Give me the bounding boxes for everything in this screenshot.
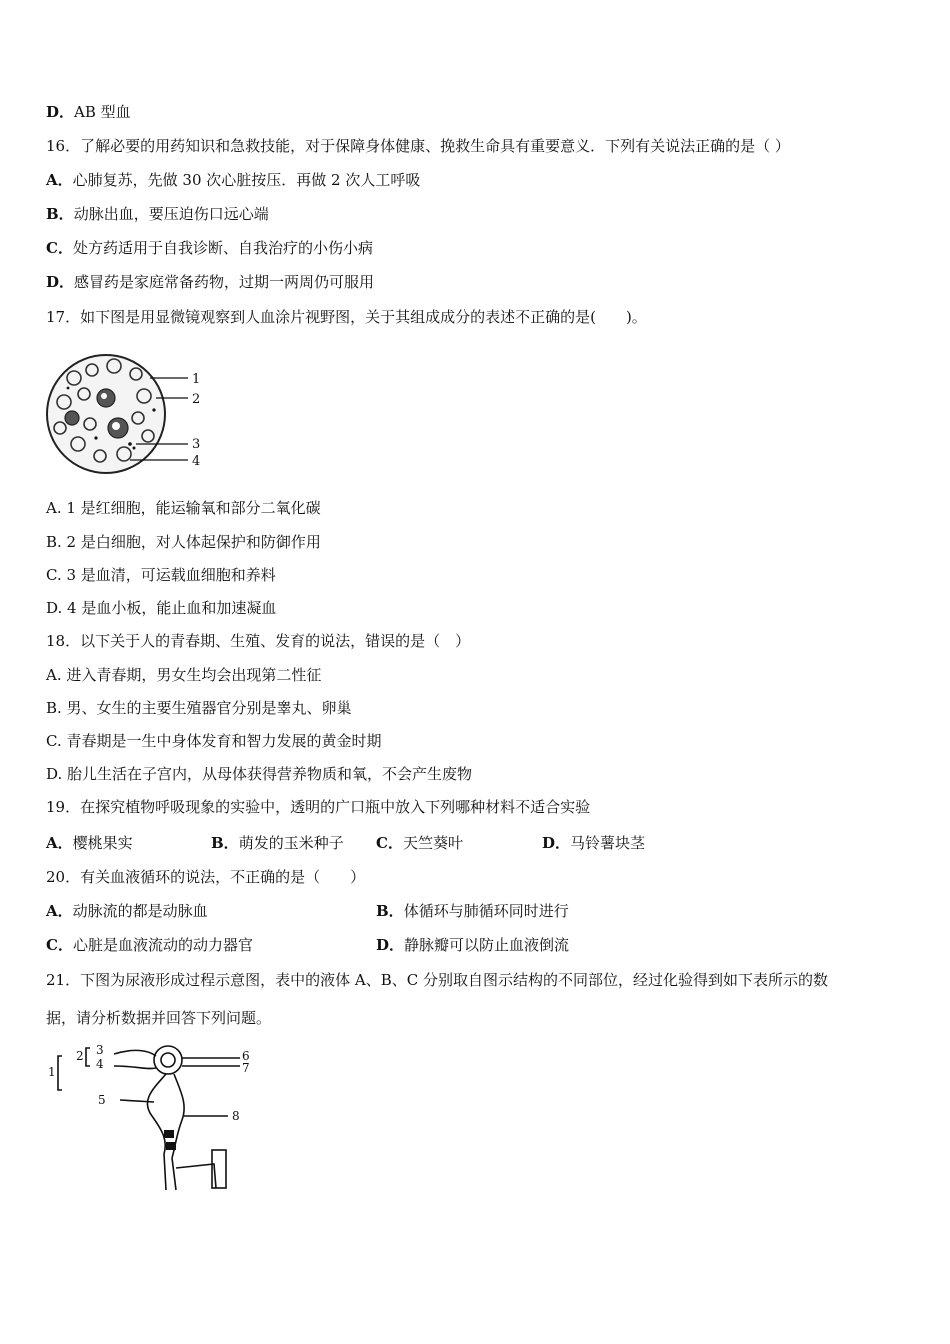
option-label: B． bbox=[46, 205, 74, 223]
option-text: 静脉瓣可以防止血液倒流 bbox=[404, 936, 570, 954]
q20-option-d bbox=[376, 935, 569, 955]
q20-option-a bbox=[46, 901, 208, 921]
q17-option-a: A. 1 是红细胞，能运输氧和部分二氧化碳 bbox=[46, 499, 321, 517]
q21-stem-line1: 21．下图为尿液形成过程示意图，表中的液体 A、B、C 分别取自图示结构的不同部位，经过化验得到如下表所示的数 bbox=[46, 971, 828, 989]
q18-option-a: A. 进入青春期，男女生均会出现第二性征 bbox=[46, 666, 322, 684]
figure-label-1: 1 bbox=[192, 372, 201, 387]
figure-label-5: 5 bbox=[98, 1093, 106, 1107]
option-text: 天竺葵叶 bbox=[402, 834, 463, 852]
option-text: AB 型血 bbox=[74, 103, 131, 121]
q19-option-c bbox=[376, 833, 463, 853]
figure-label-2: 2 bbox=[192, 392, 201, 407]
option-text: 动脉出血，要压迫伤口远心端 bbox=[73, 205, 269, 223]
figure-label-8: 8 bbox=[232, 1109, 240, 1123]
q19-option-a bbox=[46, 833, 133, 853]
option-text: 心脏是血液流动的动力器官 bbox=[72, 936, 253, 954]
option-label: C． bbox=[46, 936, 73, 954]
option-text: 感冒药是家庭常备药物，过期一两周仍可服用 bbox=[74, 273, 375, 291]
figure-label-6: 6 bbox=[242, 1049, 250, 1063]
option-text: 马铃薯块茎 bbox=[570, 834, 646, 852]
q18-option-d: D. 胎儿生活在子宫内，从母体获得营养物质和氧，不会产生废物 bbox=[46, 765, 473, 783]
option-label: D． bbox=[376, 936, 405, 954]
q20-option-b bbox=[376, 901, 569, 921]
option-label: C． bbox=[46, 239, 73, 257]
figure-label-4: 4 bbox=[96, 1057, 104, 1071]
option-text: 樱桃果实 bbox=[72, 834, 133, 852]
nephron-figure bbox=[44, 1040, 254, 1198]
q17-option-b: B. 2 是白细胞，对人体起保护和防御作用 bbox=[46, 533, 321, 551]
option-label: C． bbox=[376, 834, 403, 852]
option-label: D． bbox=[46, 103, 75, 121]
option-text: 体循环与肺循环同时进行 bbox=[403, 902, 569, 920]
option-label: D． bbox=[542, 834, 571, 852]
option-label: A． bbox=[46, 902, 73, 920]
figure-label-3: 3 bbox=[96, 1043, 104, 1057]
q18-option-c: C. 青春期是一生中身体发育和智力发展的黄金时期 bbox=[46, 732, 382, 750]
option-label: A． bbox=[46, 834, 73, 852]
figure-label-1: 1 bbox=[48, 1065, 56, 1079]
q19-option-b bbox=[211, 833, 344, 853]
option-label: B． bbox=[376, 902, 404, 920]
figure-label-3: 3 bbox=[192, 437, 201, 452]
figure-label-2: 2 bbox=[76, 1049, 84, 1063]
q17-stem: 17．如下图是用显微镜观察到人血涂片视野图，关于其组成成分的表述不正确的是( )。 bbox=[46, 308, 647, 326]
q20-stem: 20．有关血液循环的说法，不正确的是（ ） bbox=[46, 868, 366, 886]
figure-label-7: 7 bbox=[242, 1061, 250, 1075]
q17-option-d: D. 4 是血小板，能止血和加速凝血 bbox=[46, 599, 277, 617]
option-text: 心肺复苏，先做 30 次心脏按压．再做 2 次人工呼吸 bbox=[72, 171, 421, 189]
q15-option-d bbox=[46, 102, 131, 122]
q19-option-d bbox=[542, 833, 645, 853]
option-text: 动脉流的都是动脉血 bbox=[72, 902, 208, 920]
option-text: 处方药适用于自我诊断、自我治疗的小伤小病 bbox=[72, 239, 373, 257]
option-label: B． bbox=[211, 834, 239, 852]
q18-stem: 18．以下关于人的青春期、生殖、发育的说法，错误的是（ ） bbox=[46, 632, 471, 650]
q17-option-c: C. 3 是血清，可运载血细胞和养料 bbox=[46, 566, 276, 584]
option-text: 萌发的玉米种子 bbox=[238, 834, 344, 852]
blood-smear-figure bbox=[44, 348, 244, 480]
q16-option-d bbox=[46, 272, 374, 292]
q18-option-b: B. 男、女生的主要生殖器官分别是睾丸、卵巢 bbox=[46, 699, 352, 717]
q16-option-b bbox=[46, 204, 269, 224]
q20-option-c bbox=[46, 935, 253, 955]
figure-label-4: 4 bbox=[192, 454, 201, 469]
q16-option-c bbox=[46, 238, 373, 258]
q21-stem-line2: 据，请分析数据并回答下列问题。 bbox=[46, 1009, 272, 1027]
option-label: D． bbox=[46, 273, 75, 291]
q16-stem: 16．了解必要的用药知识和急救技能，对于保障身体健康、挽救生命具有重要意义．下列有关说法正确的是（ ） bbox=[46, 137, 790, 155]
q16-option-a bbox=[46, 170, 420, 190]
option-label: A． bbox=[46, 171, 73, 189]
q19-stem: 19．在探究植物呼吸现象的实验中，透明的广口瓶中放入下列哪种材料不适合实验 bbox=[46, 798, 591, 816]
